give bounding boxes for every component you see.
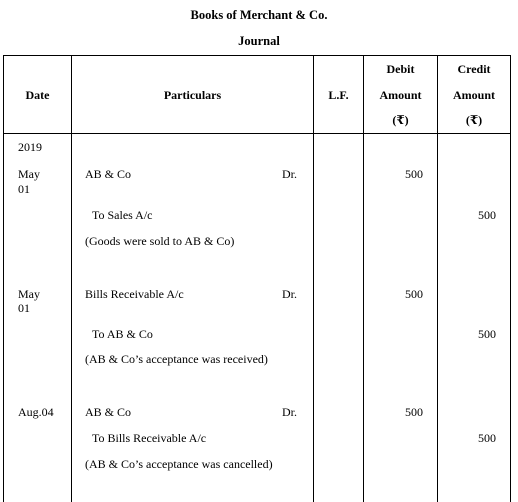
- debit-account: Bills Receivable A/c: [85, 287, 184, 301]
- credit-account: To Sales A/c: [92, 208, 153, 222]
- date-header: Date: [25, 88, 50, 102]
- credit-header-line1: Credit: [457, 62, 491, 76]
- narration: (Goods were sold to AB & Co): [85, 234, 235, 248]
- credit-header-line3: (₹): [465, 113, 483, 127]
- year-label: 2019: [18, 140, 42, 154]
- date-column-divider: [71, 55, 72, 502]
- lf-header: L.F.: [328, 88, 349, 102]
- debit-header-line2: Amount: [379, 88, 422, 102]
- book-title: Journal: [238, 34, 280, 48]
- entry-date-month: May: [18, 287, 40, 301]
- table-left-border: [3, 55, 4, 502]
- debit-account: AB & Co: [85, 405, 132, 419]
- table-top-border: [3, 55, 511, 56]
- dr-marker: Dr.: [282, 405, 297, 419]
- narration: (AB & Co’s acceptance was cancelled): [85, 457, 273, 471]
- entry-date-day: 01: [18, 301, 30, 315]
- debit-header-line3: (₹): [392, 113, 409, 127]
- credit-account: To AB & Co: [92, 327, 153, 341]
- debit-amount: 500: [405, 405, 423, 419]
- debit-header-line1: Debit: [386, 62, 415, 76]
- credit-account: To Bills Receivable A/c: [92, 431, 207, 445]
- particulars-header: Particulars: [163, 88, 222, 102]
- debit-amount: 500: [405, 167, 423, 181]
- dr-marker: Dr.: [282, 167, 297, 181]
- particulars-column-divider: [313, 55, 314, 502]
- credit-header-line2: Amount: [452, 88, 495, 102]
- dr-marker: Dr.: [282, 287, 297, 301]
- entry-date: Aug.04: [18, 405, 54, 419]
- credit-amount: 500: [478, 431, 496, 445]
- entry-date-month: May: [18, 167, 40, 181]
- narration: (AB & Co’s acceptance was received): [85, 352, 268, 366]
- debit-amount: 500: [405, 287, 423, 301]
- entry-date-day: 01: [18, 182, 30, 196]
- credit-amount: 500: [478, 208, 496, 222]
- credit-amount: 500: [478, 327, 496, 341]
- company-title: Books of Merchant & Co.: [190, 8, 328, 22]
- debit-account: AB & Co: [85, 167, 132, 181]
- table-right-border: [510, 55, 511, 502]
- header-divider: [3, 133, 511, 134]
